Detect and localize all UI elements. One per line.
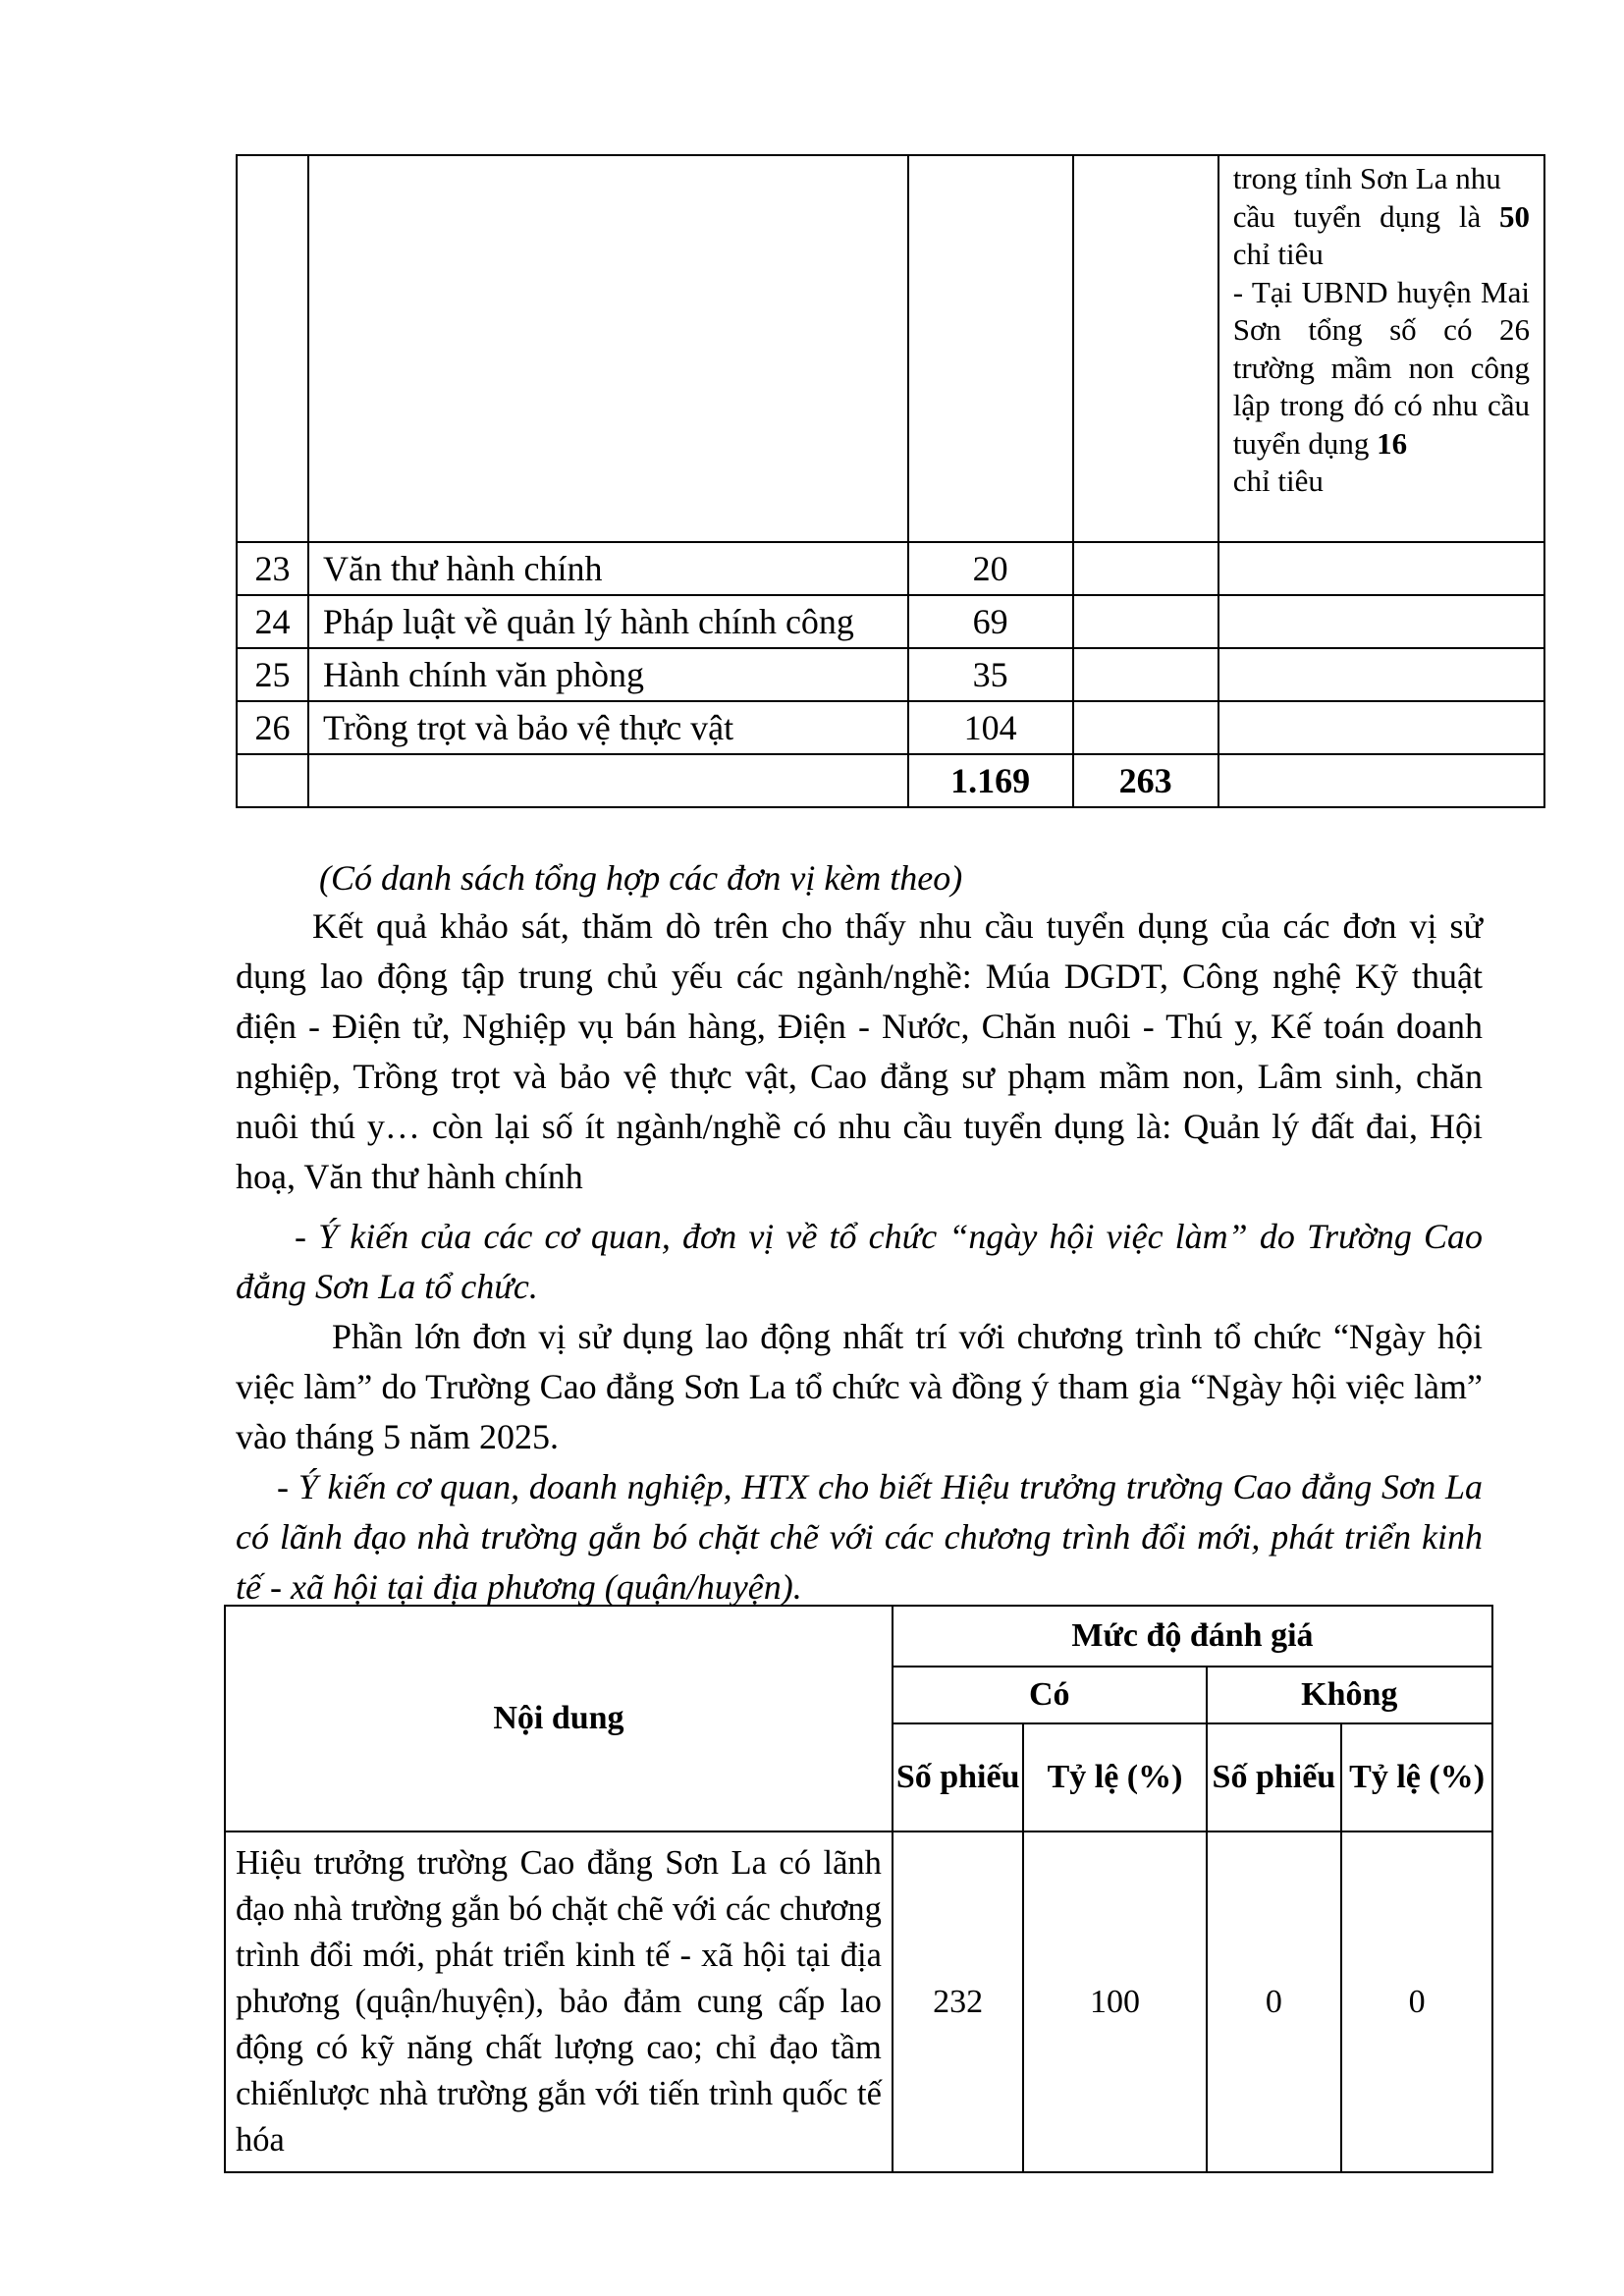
cell-empty xyxy=(1073,155,1218,542)
note-line: chỉ tiêu xyxy=(1232,237,1324,271)
row-name: Hành chính văn phòng xyxy=(308,648,907,701)
paragraph-italic: - Ý kiến cơ quan, doanh nghiệp, HTX cho biết Hiệu trưởng trường Cao đẳng Sơn La có lãnh đạo nhà trường gắn bó chặt chẽ với các chương trình đổi mới, phát triển kinh tế - xã hội tại địa phương (quận/huyện). xyxy=(236,1467,1483,1607)
table-row xyxy=(237,155,1544,542)
cell-empty xyxy=(1218,595,1544,648)
col-votes: Số phiếu xyxy=(893,1723,1024,1831)
row-number: 26 xyxy=(237,701,308,754)
cell-empty xyxy=(308,754,907,807)
table-header-row xyxy=(225,1606,1492,1667)
cell-empty xyxy=(1073,542,1218,595)
paragraph-italic: - Ý kiến của các cơ quan, đơn vị về tổ chức “ngày hội việc làm” do Trường Cao đẳng Sơn La tổ chức. xyxy=(236,1217,1483,1306)
cell-empty xyxy=(1218,701,1544,754)
note-text: - Tại UBND huyện Mai Sơn tổng số có 26 trường mầm non công lập trong đó có nhu cầu tuyển dụng xyxy=(1232,274,1530,461)
note-bold-number: 16 xyxy=(1377,425,1408,461)
row-number: 23 xyxy=(237,542,308,595)
total-b: 263 xyxy=(1073,754,1218,807)
total-row xyxy=(237,754,1544,807)
cell-empty xyxy=(1218,754,1544,807)
row-count: 20 xyxy=(908,542,1073,595)
cell-empty xyxy=(1073,701,1218,754)
row-number: 25 xyxy=(237,648,308,701)
col-rate: Tỷ lệ (%) xyxy=(1023,1723,1206,1831)
note-text: cầu tuyển dụng là xyxy=(1232,198,1499,234)
table-row xyxy=(237,701,1544,754)
cell-empty xyxy=(237,754,308,807)
row-count: 35 xyxy=(908,648,1073,701)
note-bold-number: 50 xyxy=(1499,198,1530,234)
header-yes: Có xyxy=(893,1667,1207,1723)
cell-empty xyxy=(1218,648,1544,701)
table-row xyxy=(237,648,1544,701)
note-cell xyxy=(1218,155,1544,542)
yes-votes: 232 xyxy=(893,1831,1024,2172)
paragraph: Kết quả khảo sát, thăm dò trên cho thấy nhu cầu tuyển dụng của các đơn vị sử dụng lao động tập trung chủ yếu các ngành/nghề: Múa DGDT, Công nghệ Kỹ thuật điện - Điện tử, Nghiệp vụ bán hàng, Điện - Nước, Chăn nuôi - Thú y, Kế toán doanh nghiệp, Trồng trọt và bảo vệ thực vật, Cao đẳng sư phạm mầm non, Lâm sinh, chăn nuôi thú y… còn lại số ít ngành/nghề có nhu cầu tuyển dụng là: Quản lý đất đai, Hội hoạ, Văn thư hành chính xyxy=(236,906,1483,1196)
note-line: trong tỉnh Sơn La nhu xyxy=(1232,161,1501,195)
row-count: 104 xyxy=(908,701,1073,754)
recruitment-table xyxy=(236,154,1545,808)
note-line: chỉ tiêu xyxy=(1232,464,1324,498)
note-line xyxy=(1233,198,1530,237)
table-row xyxy=(237,542,1544,595)
header-level: Mức độ đánh giá xyxy=(893,1606,1492,1667)
col-rate-2: Tỷ lệ (%) xyxy=(1341,1723,1492,1831)
table-caption: (Có danh sách tổng hợp các đơn vị kèm theo) xyxy=(319,858,963,898)
row-number: 24 xyxy=(237,595,308,648)
cell-empty xyxy=(308,155,907,542)
cell-empty xyxy=(908,155,1073,542)
yes-rate: 100 xyxy=(1023,1831,1206,2172)
evaluation-table xyxy=(224,1605,1493,2173)
table-row xyxy=(225,1831,1492,2172)
header-no: Không xyxy=(1207,1667,1492,1723)
table-row xyxy=(237,595,1544,648)
total-a: 1.169 xyxy=(908,754,1073,807)
row-name: Trồng trọt và bảo vệ thực vật xyxy=(308,701,907,754)
cell-empty xyxy=(1073,648,1218,701)
col-votes-2: Số phiếu xyxy=(1207,1723,1342,1831)
paragraph: Phần lớn đơn vị sử dụng lao động nhất trí với chương trình tổ chức “Ngày hội việc làm” do Trường Cao đẳng Sơn La tổ chức và đồng ý tham gia “Ngày hội việc làm” vào tháng 5 năm 2025. xyxy=(236,1317,1483,1456)
cell-empty xyxy=(1218,542,1544,595)
header-content: Nội dung xyxy=(225,1606,893,1831)
row-content: Hiệu trưởng trường Cao đẳng Sơn La có lãnh đạo nhà trường gắn bó chặt chẽ với các chương trình đổi mới, phát triển kinh tế - xã hội tại địa phương (quận/huyện), bảo đảm cung cấp lao động có kỹ năng chất lượng cao; chỉ đạo tầm chiếnlược nhà trường gắn với tiến trình quốc tế hóa xyxy=(225,1831,893,2172)
note-line xyxy=(1233,274,1530,464)
cell-empty xyxy=(237,155,308,542)
cell-empty xyxy=(1073,595,1218,648)
row-name: Văn thư hành chính xyxy=(308,542,907,595)
no-votes: 0 xyxy=(1207,1831,1342,2172)
row-name: Pháp luật về quản lý hành chính công xyxy=(308,595,907,648)
row-count: 69 xyxy=(908,595,1073,648)
no-rate: 0 xyxy=(1341,1831,1492,2172)
